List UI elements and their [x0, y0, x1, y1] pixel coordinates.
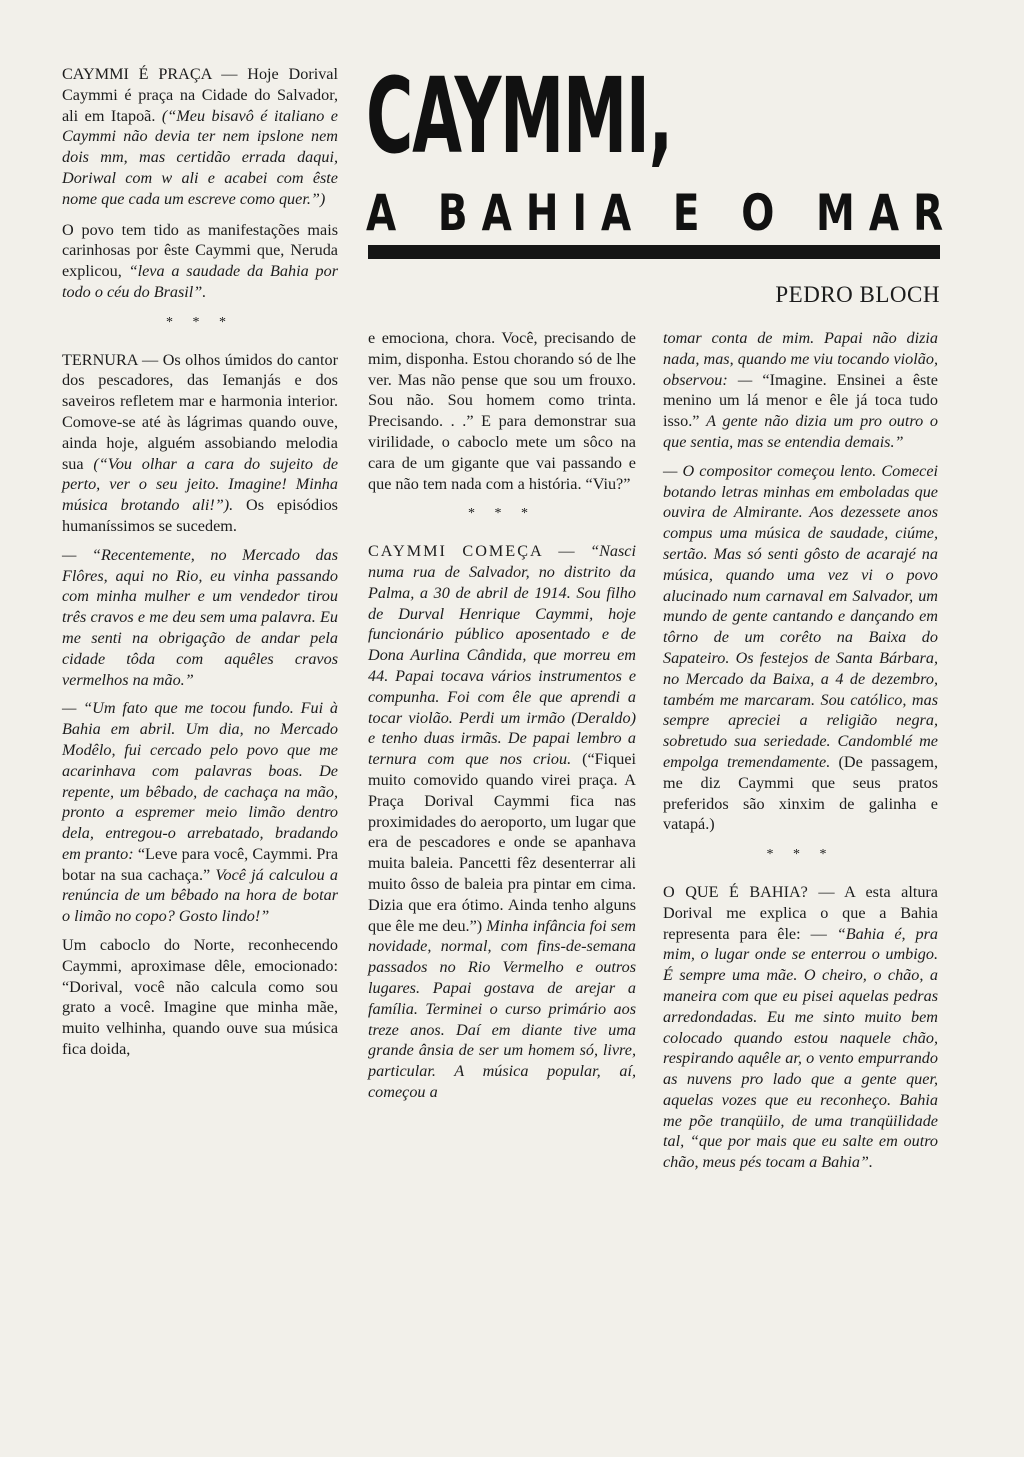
- quote-leve: “Leve para você, Caymmi. Pra botar na sua cachaça.”: [62, 844, 339, 884]
- quote-bisavo: (“Meu bisavô é italiano e Caymmi não devia ter nem ipslone nem dois mm, mas certidão errada daqui, Doriwal com w ali e acabei com êste nome que cada um escreve como quer.”): [62, 106, 338, 208]
- quote-bahia: “Bahia é, pra mim, o lugar onde se enterrou o umbigo. É sempre uma mãe. O cheiro, o chão, a maneira com que eu pisei aquelas pedras arredondadas. Eu me sinto muito bem colocado quando estou naquele chão, respirando aquêle ar, o vento empurrando as nuvens pro lado que a gente quer, aquelas vozes que eu reconheço. Bahia me põe tranqüilo, de uma tranqüilidade tal, “que por mais que eu salte em outro chão, meus pés tocam a Bahia”.: [663, 924, 939, 1172]
- quote-neruda: “leva a saudade da Bahia por todo o céu do Brasil”.: [62, 262, 338, 301]
- text-ternura: TERNURA — Os olhos úmidos do cantor dos pescadores, das Iemanjás e dos saveiros refletem mar e harmonia interior. Comove-se até às lágrimas quando ouve, ainda hoje, alguém assobiando melodia sua: [62, 350, 338, 473]
- article-column-1: [62, 64, 338, 1068]
- quote-mercado-flores: — “Recentemente, no Mercado das Flôres, aqui no Rio, eu vinha passando com minha mulher e um vendedor tirou três cravos e me deu sem uma palavra. Eu me senti na obrigação de andar pela cidade tôda com aquêles cravos vermelhos na mão.”: [62, 545, 338, 689]
- paragraph-caboclo-cont: e emociona, chora. Você, precisando de mim, disponha. Estou chorando só de lhe ver. Mas não pense que sou um frouxo. Sou não. Sou homem como trinta. Precisando. . .” E para demonstrar sua virilidade, o caboclo mete um sôco na cara de um gigante que vai passando e que não tem nada com a história. “Viu?”: [368, 329, 636, 493]
- article-column-3: [663, 328, 938, 1181]
- paragraph-povo: [62, 220, 338, 303]
- title-line-1: CAYMMI,: [366, 55, 672, 177]
- quote-vou-olhar: (“Vou olhar a cara do sujeito de perto, ver o seu jeito. Imagine! Minha música brotando ali!”).: [62, 454, 339, 515]
- quote-a-gente: A gente não dizia um pro outro o que sentia, mas se entendia demais.”: [663, 412, 939, 451]
- section-divider: * * *: [468, 506, 536, 522]
- section-head-bahia: O QUE É BAHIA? — A esta altura Dorival me explica o que a Bahia representa para êle: —: [663, 882, 938, 943]
- quote-compositor: — O compositor começou lento. Comecei botando letras minhas em emboladas que ouvira de Almirante. Aos dezessete anos compus uma música de saudade, ciúme, sertão. Mas só senti gôsto de acarajé na música, quando uma vez vi o povo alucinado num carnaval em Salvador, um mundo de gente cantando e dançando em tôrno de um corêto na Baixa do Sapateiro. Os festejos de Santa Bárbara, no Mercado da Baixa, a 4 de dezembro, também me marcaram. Sou católico, mas sempre apreciei a religião negra, sobretudo sua seriedade. Candomblé me empolga tremendamente.: [663, 461, 938, 771]
- section-head-praca: CAYMMI É PRAÇA — Hoje Dorival Caymmi é praça na Cidade do Salvador, ali em Itapoã.: [62, 65, 338, 125]
- paragraph-ternura: [62, 350, 338, 537]
- quote-tomar-conta: tomar conta de mim. Papai não dizia nada, mas, quando me viu tocando violão, observou: —: [663, 329, 938, 389]
- section-divider: * * *: [166, 314, 234, 330]
- text-episodios: Os episódios humaníssimos se sucedem.: [62, 496, 338, 535]
- paragraph-bebado: [62, 698, 338, 927]
- quote-infancia: Minha infância foi sem novidade, normal, com fins-de-semana passados no Rio Vermelho e outros lugares. Papai gostava de arejar a família. Terminei o curso primário aos treze anos. Daí em diante tive uma grande ânsia de ser um homem só, livre, particular. A música popular, aí, começou a: [368, 916, 637, 1101]
- quote-nasci: “Nasci numa rua de Salvador, no distrito da Palma, a 30 de abril de 1914. Sou filho de Durval Henrique Caymmi, hoje funcionário público aposentado e de Dona Aurlina Cândida, que morreu em 44. Papai tocava vários instrumentos e compunha. Foi com êle que aprendi a tocar violão. Perdi um irmão (Deraldo) e tenho duas irmãs. De papai lembro a ternura com que nos criou.: [368, 542, 636, 769]
- paragraph-violao: [663, 328, 938, 453]
- author-byline: PEDRO BLOCH: [775, 282, 940, 307]
- title-line-2: A BAHIA E O MAR: [366, 184, 958, 242]
- quote-imagine: “Imagine. Ensinei a êste menino um lá menor e êle já toca tudo isso.”: [663, 370, 938, 431]
- text-povo: O povo tem tido as manifestações mais carinhosas por êste Caymmi que, Neruda explicou,: [62, 220, 338, 281]
- article-title: [366, 55, 958, 242]
- section-head-comeca: CAYMMI COMEÇA —: [368, 542, 577, 561]
- section-divider: * * *: [766, 847, 835, 863]
- text-pratos: (De passagem, me diz Caymmi que seus pratos preferidos são xinxim de galinha e vatapá.): [663, 752, 939, 834]
- quote-praca: (“Fiquei muito comovido quando virei praça. A Praça Dorival Caymmi fica nas proximidades do aeroporto, um lugar que era de pescadores e onde se apanhava muita baleia. Pancetti fêz desenterrar ali muito ôsso de baleia pra pintar em cima. Dizia que era ótimo. Ainda tenho alguns que êle me deu.”): [368, 750, 637, 935]
- paragraph-caymmi-comeca: [368, 541, 636, 1103]
- title-rule: [368, 245, 940, 259]
- paragraph-compositor: [663, 461, 938, 835]
- article-column-2: [368, 328, 636, 1111]
- quote-fato: — “Um fato que me tocou fundo. Fui à Bahia em abril. Um dia, no Mercado Modêlo, fui cercado pelo povo que me acarinhava com palavras boas. De repente, um bêbado, de cachaça na mão, pronto a espremer meio limão dentro dela, entregou-o arrebatado, bradando em pranto:: [62, 699, 338, 863]
- paragraph-o-que-e-bahia: [663, 882, 938, 1173]
- paragraph-caboclo: Um caboclo do Norte, reconhecendo Caymmi, aproximase dêle, emocionado: “Dorival, você não calcula como sou grato a você. Imagine que minha mãe, muito velhinha, quando ouve sua música fica doida,: [62, 936, 338, 1059]
- paragraph-caymmi-praca: [62, 64, 338, 210]
- quote-renuncia: Você já calculou a renúncia de um bêbado na hora de botar o limão no copo? Gosto lindo!”: [62, 865, 339, 926]
